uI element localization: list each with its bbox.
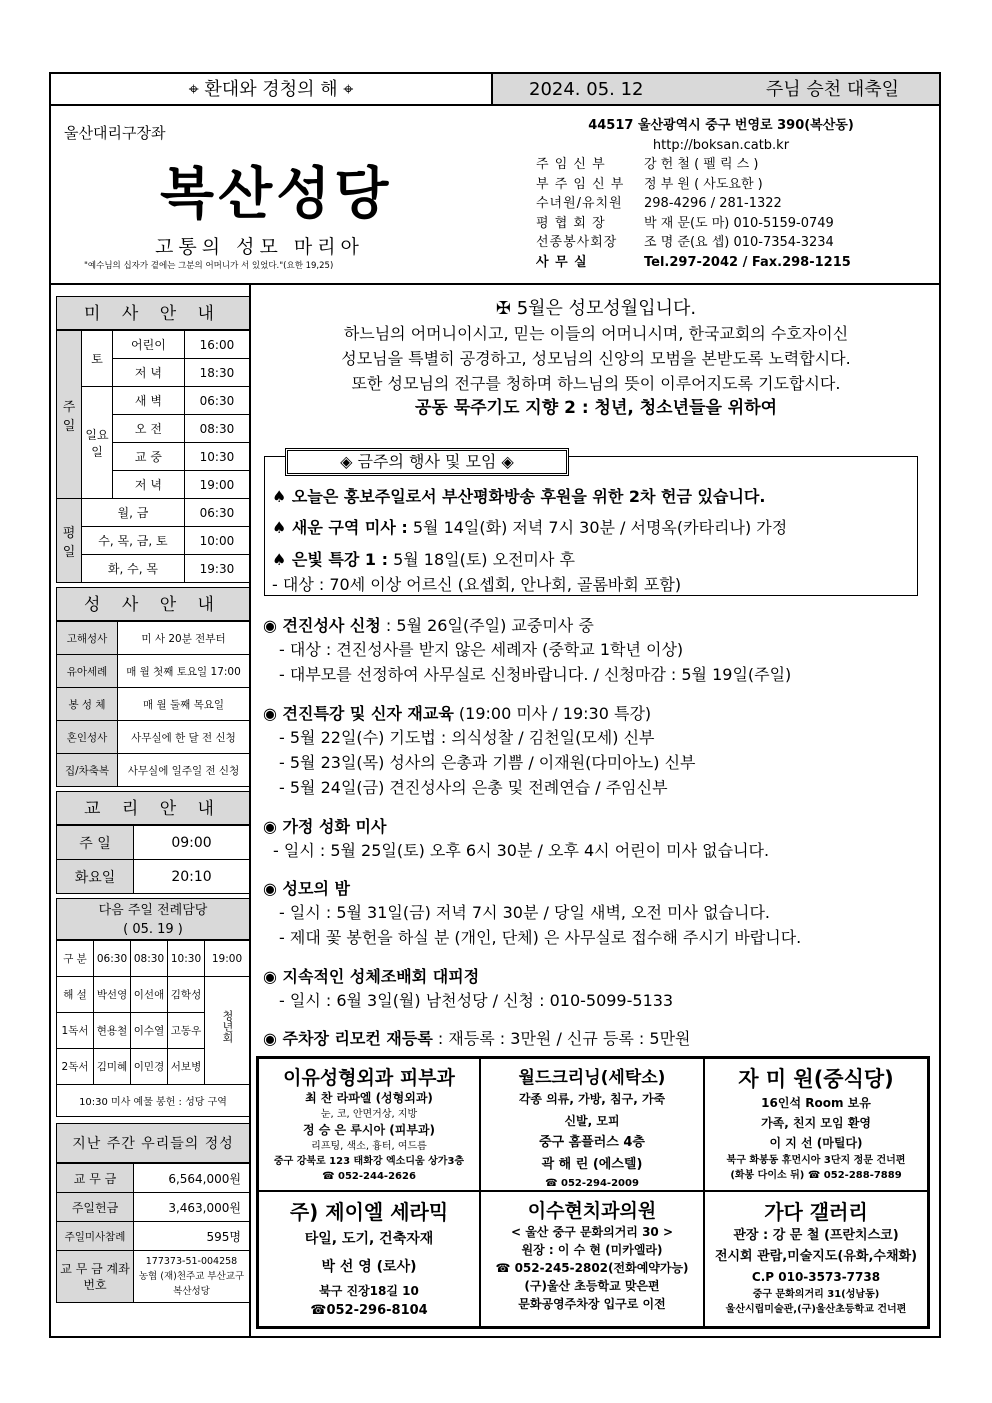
motto: "예수님의 십자가 곁에는 그분의 어머니가 서 있었다."(요한 19,25) [84, 261, 334, 271]
sacrament-info: 매 월 둘째 목요일 [118, 688, 250, 721]
mass-name: 수, 목, 금, 토 [82, 527, 185, 555]
ad-laundry: 월드크리닝(세탁소) 각종 의류, 가방, 침구, 가죽 신발, 모피 중구 홈플러스 4층 곽 해 린 (에스텔) ☎ 052-294-2009 [480, 1058, 704, 1191]
offering-label: 교 무 금 [57, 1164, 134, 1193]
notice-lines: - 5월 22일(수) 기도법 : 의식성찰 / 김천일(모세) 신부 - 5월 23일(목) 성사의 은총과 기쁨 / 이재원(다미아노) 신부 - 5월 24일(금) 견진성사의 은총 및 전례연습 / 주임신부 [279, 728, 696, 797]
sacrament-info: 사무실에 일주일 전 신청 [118, 754, 250, 787]
mass-schedule-title: 미 사 안 내 [56, 296, 250, 330]
mass-name: 저 녁 [113, 471, 185, 499]
ad-restaurant: 자 미 원(중식당) 16인석 Room 보유 가족, 친지 모임 환영 이 지 선 (마틸다) 북구 화봉동 휴먼시아 3단지 정문 건너편 (화봉 다이소 뒤) ☎ 052-288-7889 [704, 1058, 928, 1191]
offering-amount: 3,463,000원 [134, 1193, 250, 1222]
event-item: ♠ 새운 구역 미사 : 5월 14일(화) 저녁 7시 30분 / 서명옥(카타리나) 가정 [272, 518, 788, 537]
mass-time: 08:30 [184, 415, 249, 443]
catechism-table [56, 825, 250, 894]
minister-name: 이수열 [131, 1013, 168, 1049]
mass-name: 교 중 [113, 443, 185, 471]
minister-name: 이민경 [131, 1049, 168, 1085]
ad-gallery: 가다 갤러리 관장 : 강 문 철 (프란치스코) 전시회 관람,미술지도(유화,수채화) C.P 010-3573-7738 중구 문화의거리 31(성남동) 울산시립미술관,(구)울산초등학교 건너편 [704, 1191, 928, 1327]
church-name: 복산성당 [160, 161, 393, 227]
notice: ◉ 견진성사 신청 : 5월 26일(주일) 교중미사 중 - 대상 : 견진성사를 받지 않은 세례자 (중학교 1학년 이상) - 대부모를 선정하여 사무실로 신청바랍니다. / 신청마감 : 5월 19일(주일) [263, 613, 791, 687]
intro-line: 성모님을 특별히 공경하고, 성모님의 신앙의 모범을 본받도록 노력합시다. [341, 349, 851, 368]
notice-lines: - 일시 : 6월 3일(월) 남천성당 / 신청 : 010-5099-5133 [279, 991, 674, 1010]
mass-name: 오 전 [113, 415, 185, 443]
event-item: ♠ 은빛 특강 1 : 5월 18일(토) 오전미사 후 [272, 550, 575, 569]
mass-name: 저 녁 [113, 359, 185, 387]
website-link[interactable]: http://boksan.catb.kr [652, 137, 790, 153]
account-info: 177373-51-004258 농협 (재)천주교 부산교구 복산성당 [134, 1251, 250, 1303]
class-time: 09:00 [134, 826, 250, 860]
feast-name: 주님 승천 대축일 [765, 79, 899, 100]
minister-name: 현용철 [94, 1013, 131, 1049]
mass-time: 19:00 [184, 471, 249, 499]
minister-name: 김미혜 [94, 1049, 131, 1085]
notice: ◉ 가정 성화 미사 - 일시 : 5월 25일(토) 오후 6시 30분 / 오후 4시 어린이 미사 없습니다. [263, 814, 769, 863]
header-divider [49, 283, 941, 285]
notice-lines: - 일시 : 5월 25일(토) 오후 6시 30분 / 오후 4시 어린이 미사 없습니다. [273, 841, 770, 860]
minister-col-head: 08:30 [131, 941, 168, 977]
contact-row: 사 무 실 Tel.297-2042 / Fax.298-1215 [536, 254, 851, 270]
date-banner [493, 74, 939, 106]
offering-amount: 6,564,000원 [134, 1164, 250, 1193]
mass-time: 06:30 [184, 387, 249, 415]
address: 44517 울산광역시 중구 번영로 390(복산동) [588, 118, 854, 133]
minister-col-head: 19:00 [205, 941, 250, 977]
notice-lines: - 일시 : 5월 31일(금) 저녁 7시 30분 / 당일 새벽, 오전 미사 없습니다. - 제대 꽃 봉헌을 하실 분 (개인, 단체) 은 사무실로 접수해 주시기 바랍니다. [279, 903, 802, 947]
sunday-day-label: 일요일 [82, 387, 113, 499]
mass-time: 06:30 [184, 499, 249, 527]
bulletin-date: 2024. 05. 12 [529, 79, 644, 100]
contact-row: 평 협 회 장 박 재 문(도 마) 010-5159-0749 [536, 215, 834, 231]
intro-line: 하느님의 어머니이시고, 믿는 이들의 어머니시며, 한국교회의 수호자이신 [343, 324, 849, 343]
ministers-table [56, 940, 250, 1117]
mass-name: 월, 금 [82, 499, 185, 527]
sacraments-title: 성 사 안 내 [56, 587, 250, 621]
mass-name: 화, 수, 목 [82, 555, 185, 583]
left-column [56, 296, 250, 1303]
minister-col-head: 10:30 [168, 941, 205, 977]
column-divider [249, 285, 251, 1338]
ad-ceramic: 주) 제이엘 세라믹 타일, 도기, 건축자재 박 선 영 (로사) 북구 진장18길 10 ☎052-296-8104 [258, 1191, 480, 1327]
mass-time: 16:00 [184, 331, 249, 359]
mass-name: 새 벽 [113, 387, 185, 415]
offering-amount: 595명 [134, 1222, 250, 1251]
minister-name: 박선영 [94, 977, 131, 1013]
mass-time: 18:30 [184, 359, 249, 387]
youth-group: 청년회 [205, 977, 250, 1085]
mass-table [56, 330, 250, 583]
offering-label: 주일헌금 [57, 1193, 134, 1222]
weekday-label: 평일 [57, 499, 82, 583]
contact-row: 수녀원/유치원 298-4296 / 281-1322 [536, 196, 782, 211]
catechism-title: 교 리 안 내 [56, 791, 250, 825]
notice: ◉ 주차장 리모컨 재등록 : 재등록 : 3만원 / 신규 등록 : 5만원 [263, 1029, 691, 1048]
mass-name: 어린이 [113, 331, 185, 359]
class-day: 화요일 [57, 860, 134, 894]
offering-table [56, 1163, 250, 1303]
minister-role: 해 설 [57, 977, 94, 1013]
sacrament-name: 유아세례 [57, 655, 118, 688]
mass-time: 10:00 [184, 527, 249, 555]
year-theme: ⌖ 환대와 경청의 해 ⌖ [51, 74, 493, 106]
diocese-label: 울산대리구장좌 [64, 124, 166, 142]
minister-role: 2독서 [57, 1049, 94, 1085]
sacrament-info: 사무실에 한 달 전 신청 [118, 721, 250, 754]
ministers-heading: 다음 주일 전례담당 [98, 903, 208, 918]
ministers-title [56, 898, 250, 940]
class-day: 주 일 [57, 826, 134, 860]
offering-note: 10:30 미사 예물 봉헌 : 성당 구역 [57, 1085, 250, 1117]
sacrament-name: 고해성사 [57, 622, 118, 655]
account-label: 교 무 금 계좌번호 [57, 1251, 134, 1303]
saturday-label: 토 [82, 331, 113, 387]
notice: ◉ 성모의 밤 - 일시 : 5월 31일(금) 저녁 7시 30분 / 당일 새벽, 오전 미사 없습니다. - 제대 꽃 봉헌을 하실 분 (개인, 단체) 은 사무실로 접수해 주시기 바랍니다. [263, 876, 801, 950]
event-item: - 대상 : 70세 이상 어르신 (요셉회, 안나회, 골롬바회 포함) [272, 575, 682, 594]
offering-label: 주일미사참례 [57, 1222, 134, 1251]
ministers-date: ( 05. 19 ) [123, 922, 183, 937]
minister-role: 1독서 [57, 1013, 94, 1049]
minister-name: 김학성 [168, 977, 205, 1013]
mass-time: 19:30 [184, 555, 249, 583]
sunday-label: 주일 [57, 331, 82, 499]
sacrament-info: 미 사 20분 전부터 [118, 622, 250, 655]
minister-col-head: 06:30 [94, 941, 131, 977]
ad-dentist: 이수현치과의원 < 울산 중구 문화의거리 30 > 원장 : 이 수 현 (미카엘라) ☎ 052-245-2802(전화예약가능) (구)울산 초등학교 맞은편 문화공영주차장 입구로 이전 [480, 1191, 704, 1327]
minister-col-head: 구 분 [57, 941, 94, 977]
rosary-intention: 공동 묵주기도 지향 2 : 청년, 청소년들을 위하여 [414, 398, 778, 418]
contact-row: 주 임 신 부 강 헌 철 ( 펠 릭 스 ) [536, 157, 759, 172]
sacrament-info: 매 월 첫째 토요일 17:00 [118, 655, 250, 688]
patron-name: 고통의 성모 마리아 [155, 236, 364, 258]
notice: ◉ 지속적인 성체조배회 대피정 - 일시 : 6월 3일(월) 남천성당 / 신청 : 010-5099-5133 [263, 964, 673, 1013]
sacrament-name: 집/차축복 [57, 754, 118, 787]
mass-time: 10:30 [184, 443, 249, 471]
offering-title: 지난 주간 우리들의 정성 [56, 1123, 250, 1163]
contact-row: 선종봉사회장 조 명 준(요 셉) 010-7354-3234 [536, 235, 834, 250]
intro-block [258, 296, 934, 421]
sacraments-table [56, 621, 250, 787]
sacrament-name: 혼인성사 [57, 721, 118, 754]
class-time: 20:10 [134, 860, 250, 894]
intro-heading: ✠ 5월은 성모성월입니다. [495, 298, 697, 319]
contact-block [536, 116, 926, 272]
notice-lines: - 대상 : 견진성사를 받지 않은 세례자 (중학교 1학년 이상) - 대부모를 선정하여 사무실로 신청바랍니다. / 신청마감 : 5월 19일(주일) [279, 640, 792, 684]
intro-line: 또한 성모님의 전구를 청하며 하느님의 뜻이 이루어지도록 기도합시다. [351, 374, 841, 393]
ad-clinic: 이유성형외과 피부과 최 찬 라파엘 (성형외과) 눈, 코, 안면거상, 지방 정 승 은 루시아 (피부과) 리프팅, 색소, 흉터, 여드름 중구 강북로 123 태화강 엑소디움 상가3층 ☎ 052-244-2626 [258, 1058, 480, 1191]
events-title: ◈ 금주의 행사 및 모임 ◈ [285, 448, 569, 476]
notice: ◉ 견진특강 및 신자 재교육 (19:00 미사 / 19:30 특강) - 5월 22일(수) 기도법 : 의식성찰 / 김천일(모세) 신부 - 5월 23일(목) 성사의 은총과 기쁨 / 이재원(다미아노) 신부 - 5월 24일(금) 견진성사의 은총 및 전례연습 / 주임신부 [263, 701, 695, 800]
minister-name: 서보병 [168, 1049, 205, 1085]
contact-row: 부 주 임 신 부 정 부 원 ( 사도요한 ) [536, 176, 763, 192]
sacrament-name: 봉 성 체 [57, 688, 118, 721]
minister-name: 이선애 [131, 977, 168, 1013]
event-item: ♠ 오늘은 홍보주일로서 부산평화방송 후원을 위한 2차 헌금 있습니다. [272, 487, 766, 506]
minister-name: 고동우 [168, 1013, 205, 1049]
